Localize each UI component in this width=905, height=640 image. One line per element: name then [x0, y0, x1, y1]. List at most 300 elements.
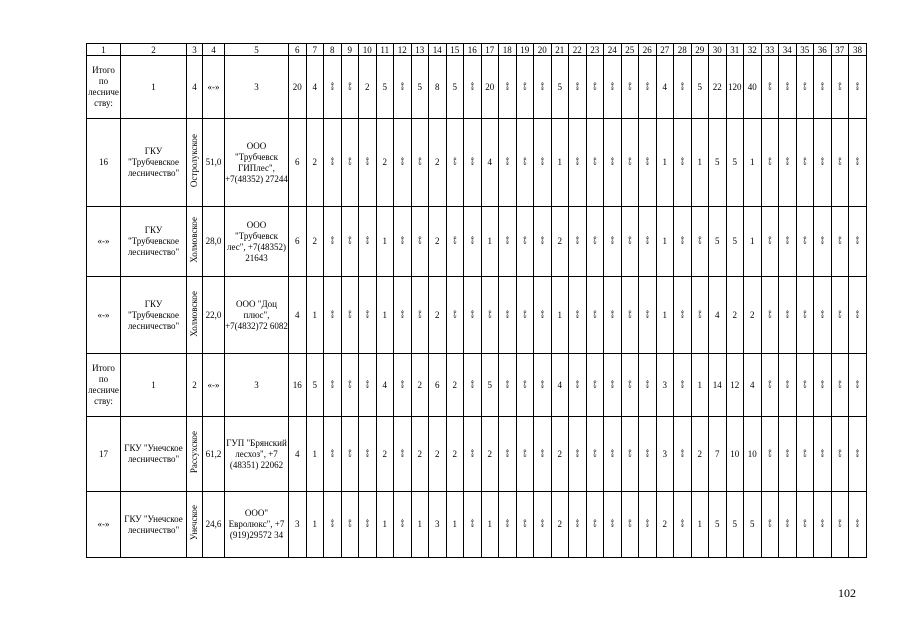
value-cell [691, 492, 709, 558]
value-cell [429, 56, 447, 119]
value-text: «-» [835, 157, 844, 165]
value-cell [394, 56, 412, 119]
value-cell [604, 119, 622, 207]
value-text: «-» [573, 379, 582, 388]
value-text: 2 [697, 448, 702, 459]
value-cell [604, 277, 622, 354]
value-text: 8 [435, 81, 440, 92]
value-cell [446, 417, 464, 492]
value-cell [779, 354, 797, 417]
value-text: 1 [662, 309, 667, 320]
value-cell [359, 417, 377, 492]
header-cell: 26 [639, 44, 657, 56]
value-cell [779, 277, 797, 354]
value-text: «-» [590, 309, 599, 318]
value-text: «-» [573, 157, 582, 165]
table-row [87, 56, 867, 119]
cell-c3 [187, 56, 203, 119]
value-text: «-» [398, 236, 407, 244]
value-text: 5 [312, 379, 317, 390]
value-cell [359, 354, 377, 417]
value-text: «-» [468, 81, 477, 90]
value-text: «-» [695, 236, 704, 244]
value-cell [499, 119, 517, 207]
value-text: «-» [538, 157, 547, 165]
value-text: 4 [487, 157, 492, 167]
value-text: 2 [417, 448, 422, 459]
value-text: 1 [382, 236, 387, 246]
value-cell [324, 354, 342, 417]
value-text: 2 [487, 448, 492, 459]
value-text: «-» [328, 379, 337, 388]
value-cell [394, 207, 412, 277]
value-text: «-» [345, 236, 354, 244]
value-text: «-» [765, 81, 774, 90]
cell-c3 [187, 417, 203, 492]
value-cell [411, 354, 429, 417]
value-text: 5 [732, 519, 737, 529]
value-text: 2 [435, 236, 440, 246]
cell-c4: 24,6 [203, 492, 225, 558]
value-cell [621, 492, 639, 558]
value-cell [324, 277, 342, 354]
header-cell: 14 [429, 44, 447, 56]
value-text: 1 [750, 157, 755, 167]
value-text: 1 [697, 157, 702, 167]
value-text: «-» [765, 236, 774, 244]
value-text: 1 [487, 519, 492, 529]
value-cell [289, 56, 307, 119]
value-text: «-» [503, 379, 512, 388]
value-text: 1 [750, 236, 755, 246]
value-text: «-» [800, 448, 809, 457]
header-cell: 31 [726, 44, 744, 56]
value-cell [761, 207, 779, 277]
value-cell [341, 354, 359, 417]
cell-c1: Итого по лесничеству: [87, 56, 121, 119]
cell-c3-text: Остролукское [189, 134, 199, 188]
value-text: «-» [345, 81, 354, 90]
value-cell [796, 492, 814, 558]
header-cell: 5 [225, 44, 289, 56]
value-cell [411, 277, 429, 354]
value-text: «-» [415, 157, 424, 165]
cell-c3-text: 2 [192, 379, 197, 390]
value-cell [586, 56, 604, 119]
value-text: 7 [715, 448, 720, 459]
value-cell [569, 277, 587, 354]
value-cell [674, 354, 692, 417]
value-cell [481, 277, 499, 354]
cell-c2: 1 [121, 56, 187, 119]
value-text: «-» [538, 519, 547, 527]
value-text: 20 [292, 81, 302, 92]
value-text: «-» [783, 448, 792, 457]
value-text: «-» [398, 157, 407, 165]
value-cell [551, 354, 569, 417]
value-cell [341, 417, 359, 492]
value-text: «-» [835, 309, 844, 318]
value-text: «-» [450, 236, 459, 244]
value-text: 1 [487, 236, 492, 246]
value-text: «-» [345, 309, 354, 318]
header-cell: 32 [744, 44, 762, 56]
value-cell [516, 56, 534, 119]
value-text: 5 [750, 519, 755, 529]
header-cell: 6 [289, 44, 307, 56]
cell-c3 [187, 354, 203, 417]
value-text: 1 [557, 157, 562, 167]
cell-c1: «-» [87, 207, 121, 277]
value-text: «-» [328, 236, 337, 244]
value-text: 5 [697, 81, 702, 92]
value-cell [411, 492, 429, 558]
value-cell [446, 492, 464, 558]
value-text: 1 [452, 519, 457, 529]
value-cell [464, 354, 482, 417]
value-text: «-» [468, 236, 477, 244]
value-cell [779, 56, 797, 119]
value-text: «-» [520, 379, 529, 388]
value-cell [604, 354, 622, 417]
value-text: «-» [328, 157, 337, 165]
value-text: «-» [765, 157, 774, 165]
value-cell [586, 277, 604, 354]
value-cell [639, 417, 657, 492]
value-cell [516, 492, 534, 558]
cell-c3-text: 4 [192, 81, 197, 92]
value-text: «-» [503, 519, 512, 527]
cell-c2: 1 [121, 354, 187, 417]
value-text: «-» [503, 157, 512, 165]
value-cell [586, 354, 604, 417]
value-text: «-» [345, 448, 354, 457]
value-text: 20 [485, 81, 495, 92]
cell-c1: 17 [87, 417, 121, 492]
value-cell [726, 56, 744, 119]
value-text: «-» [643, 157, 652, 165]
value-cell [394, 492, 412, 558]
value-text: 5 [715, 519, 720, 529]
value-text: 3 [662, 448, 667, 459]
value-text: «-» [590, 236, 599, 244]
header-cell: 24 [604, 44, 622, 56]
value-cell [429, 492, 447, 558]
value-cell [849, 277, 867, 354]
value-cell [674, 277, 692, 354]
value-cell [534, 492, 552, 558]
value-text: 6 [295, 157, 300, 167]
value-cell [516, 119, 534, 207]
value-cell [534, 354, 552, 417]
value-text: 1 [662, 157, 667, 167]
cell-c5: 3 [225, 56, 289, 119]
value-cell [621, 56, 639, 119]
value-cell [394, 417, 412, 492]
value-cell [849, 354, 867, 417]
header-cell: 13 [411, 44, 429, 56]
value-cell [534, 277, 552, 354]
value-text: «-» [573, 81, 582, 90]
value-cell [621, 417, 639, 492]
value-cell [324, 207, 342, 277]
value-text: «-» [538, 81, 547, 90]
value-text: 3 [435, 519, 440, 529]
value-cell [324, 119, 342, 207]
value-cell [306, 277, 324, 354]
table-row [87, 207, 867, 277]
value-text: 2 [417, 379, 422, 390]
value-cell [411, 119, 429, 207]
value-cell [464, 277, 482, 354]
value-text: 5 [732, 157, 737, 167]
value-cell [499, 354, 517, 417]
value-text: «-» [678, 309, 687, 318]
value-cell [534, 56, 552, 119]
value-cell [744, 119, 762, 207]
header-cell: 10 [359, 44, 377, 56]
value-cell [831, 417, 849, 492]
value-cell [604, 207, 622, 277]
value-text: «-» [853, 236, 862, 244]
value-text: «-» [643, 309, 652, 318]
value-text: «-» [678, 81, 687, 90]
value-cell [691, 207, 709, 277]
cell-c1: 16 [87, 119, 121, 207]
header-cell: 36 [814, 44, 832, 56]
value-cell [289, 207, 307, 277]
value-cell [726, 207, 744, 277]
value-cell [499, 277, 517, 354]
value-text: «-» [678, 379, 687, 388]
value-text: 5 [487, 379, 492, 390]
value-text: «-» [520, 448, 529, 457]
value-text: 2 [557, 448, 562, 459]
value-text: «-» [853, 379, 862, 388]
value-cell [796, 354, 814, 417]
value-text: 4 [295, 309, 300, 320]
value-text: «-» [363, 379, 372, 388]
value-cell [796, 119, 814, 207]
value-text: «-» [328, 81, 337, 90]
value-cell [674, 56, 692, 119]
value-text: 14 [712, 379, 722, 390]
value-cell [761, 492, 779, 558]
value-text: «-» [853, 448, 862, 457]
value-cell [674, 417, 692, 492]
value-cell [639, 492, 657, 558]
value-text: «-» [608, 379, 617, 388]
value-text: «-» [783, 157, 792, 165]
cell-c3 [187, 119, 203, 207]
value-cell [341, 119, 359, 207]
value-text: «-» [328, 519, 337, 527]
value-cell [849, 492, 867, 558]
value-text: 6 [435, 379, 440, 390]
value-cell [534, 207, 552, 277]
cell-c2: ГКУ "Унечское лесничество" [121, 417, 187, 492]
value-cell [691, 119, 709, 207]
value-cell [656, 417, 674, 492]
cell-c4: 22,0 [203, 277, 225, 354]
table-row [87, 354, 867, 417]
value-text: 3 [662, 379, 667, 390]
value-text: 1 [312, 519, 317, 529]
table-row [87, 492, 867, 558]
value-cell [394, 354, 412, 417]
value-text: «-» [398, 519, 407, 527]
value-cell [779, 119, 797, 207]
value-text: «-» [643, 236, 652, 244]
value-text: «-» [818, 157, 827, 165]
value-cell [814, 56, 832, 119]
value-cell [359, 277, 377, 354]
value-cell [306, 56, 324, 119]
value-cell [481, 207, 499, 277]
value-cell [359, 56, 377, 119]
cell-c3-text: Рассухское [189, 431, 199, 474]
value-cell [621, 119, 639, 207]
value-cell [306, 354, 324, 417]
value-cell [481, 56, 499, 119]
value-cell [289, 119, 307, 207]
value-text: «-» [520, 519, 529, 527]
value-text: 4 [557, 379, 562, 390]
cell-c1: «-» [87, 277, 121, 354]
value-text: 2 [662, 519, 667, 529]
cell-c2: ГКУ "Унечское лесничество" [121, 492, 187, 558]
value-cell [604, 417, 622, 492]
value-text: «-» [835, 81, 844, 90]
value-cell [621, 207, 639, 277]
value-cell [744, 492, 762, 558]
header-cell: 4 [203, 44, 225, 56]
value-cell [674, 119, 692, 207]
value-cell [761, 119, 779, 207]
value-cell [429, 207, 447, 277]
value-text: «-» [853, 309, 862, 318]
value-text: 2 [435, 157, 440, 167]
value-text: 2 [312, 236, 317, 246]
value-cell [569, 207, 587, 277]
value-cell [516, 277, 534, 354]
value-text: «-» [520, 236, 529, 244]
value-text: «-» [800, 157, 809, 165]
value-cell [691, 56, 709, 119]
value-text: «-» [573, 448, 582, 457]
value-text: «-» [345, 157, 354, 165]
page-number: 102 [838, 586, 856, 600]
value-text: «-» [608, 448, 617, 457]
value-text: 5 [715, 157, 720, 167]
header-cell: 18 [499, 44, 517, 56]
cell-c4: 28,0 [203, 207, 225, 277]
value-cell [831, 492, 849, 558]
value-text: «-» [625, 519, 634, 527]
value-text: «-» [590, 81, 599, 90]
value-cell [656, 277, 674, 354]
header-cell: 34 [779, 44, 797, 56]
cell-c2: ГКУ "Трубчевское лесничество" [121, 207, 187, 277]
value-cell [446, 56, 464, 119]
value-cell [376, 417, 394, 492]
value-text: «-» [520, 157, 529, 165]
value-text: 1 [697, 519, 702, 529]
value-cell [289, 354, 307, 417]
value-cell [709, 119, 727, 207]
value-cell [656, 492, 674, 558]
value-cell [639, 354, 657, 417]
value-cell [499, 56, 517, 119]
value-cell [761, 417, 779, 492]
value-text: «-» [783, 379, 792, 388]
value-cell [551, 417, 569, 492]
value-cell [534, 119, 552, 207]
value-text: «-» [818, 309, 827, 318]
value-cell [831, 207, 849, 277]
value-cell [481, 492, 499, 558]
value-text: «-» [818, 519, 827, 527]
value-cell [814, 207, 832, 277]
value-text: «-» [765, 309, 774, 318]
cell-c4: 51,0 [203, 119, 225, 207]
value-text: 22 [712, 81, 722, 92]
header-cell: 9 [341, 44, 359, 56]
value-text: «-» [468, 519, 477, 527]
value-text: 2 [557, 519, 562, 529]
table-row [87, 119, 867, 207]
value-cell [639, 56, 657, 119]
value-text: «-» [608, 519, 617, 527]
value-cell [516, 354, 534, 417]
value-cell [411, 207, 429, 277]
value-text: «-» [468, 309, 477, 318]
value-text: 2 [732, 309, 737, 320]
value-text: 5 [382, 81, 387, 92]
value-text: «-» [625, 157, 634, 165]
value-text: 1 [312, 448, 317, 459]
value-text: 12 [730, 379, 740, 390]
value-cell [376, 277, 394, 354]
value-cell [551, 207, 569, 277]
value-cell [446, 119, 464, 207]
value-text: «-» [853, 157, 862, 165]
value-cell [376, 354, 394, 417]
value-text: «-» [573, 309, 582, 318]
value-cell [306, 119, 324, 207]
value-text: «-» [800, 519, 809, 527]
value-text: «-» [800, 81, 809, 90]
value-cell [639, 119, 657, 207]
value-cell [551, 119, 569, 207]
value-cell [464, 417, 482, 492]
value-text: 5 [452, 81, 457, 92]
value-text: 5 [732, 236, 737, 246]
value-text: «-» [363, 309, 372, 318]
value-text: «-» [520, 81, 529, 90]
value-text: 2 [382, 448, 387, 459]
value-cell [691, 417, 709, 492]
cell-c3-text: Холмовское [189, 217, 199, 263]
value-text: «-» [818, 379, 827, 388]
value-text: «-» [678, 157, 687, 165]
cell-c1: Итого по лесничеству: [87, 354, 121, 417]
value-cell [586, 119, 604, 207]
value-text: 1 [697, 379, 702, 390]
value-text: 10 [747, 448, 757, 459]
value-cell [551, 56, 569, 119]
header-cell: 19 [516, 44, 534, 56]
